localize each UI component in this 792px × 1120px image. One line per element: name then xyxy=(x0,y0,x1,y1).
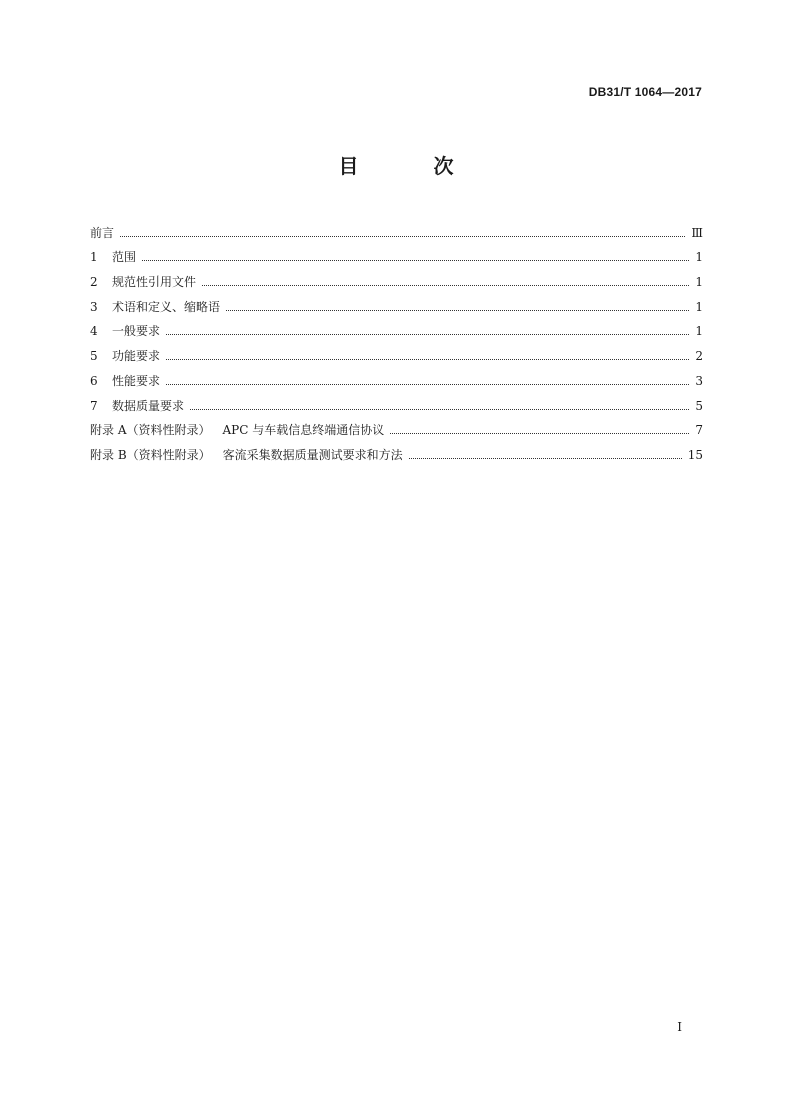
toc-entry-label: 一般要求 xyxy=(112,324,161,339)
toc-entry-functional-requirements[interactable] xyxy=(90,339,703,364)
toc-entry-page: 2 xyxy=(695,349,703,364)
toc-entry-number: 5 xyxy=(90,349,98,364)
toc-entry-number: 6 xyxy=(90,373,98,388)
toc-entry-label-group xyxy=(90,447,403,463)
toc-entry-label-group xyxy=(90,299,220,315)
dot-leader xyxy=(390,432,689,434)
dot-leader xyxy=(202,284,689,286)
toc-entry-normative-references[interactable] xyxy=(90,265,703,290)
toc-entry-label-group xyxy=(90,225,114,241)
toc-entry-page: 1 xyxy=(695,275,703,290)
toc-entry-page: 15 xyxy=(687,447,703,462)
toc-entry-label-group xyxy=(90,398,184,414)
dot-leader xyxy=(166,383,689,385)
toc-entry-number: 4 xyxy=(90,324,98,339)
toc-entry-label: APC 与车载信息终端通信协议 xyxy=(222,423,385,438)
dot-leader xyxy=(166,333,689,335)
toc-entry-page: 1 xyxy=(695,324,703,339)
toc-entry-label: 范围 xyxy=(112,250,137,265)
toc-entry-page: Ⅲ xyxy=(691,225,703,240)
toc-entry-page: 7 xyxy=(695,423,703,438)
toc-entry-label: 数据质量要求 xyxy=(112,398,185,413)
toc-entry-label: 规范性引用文件 xyxy=(112,275,197,290)
toc-entry-number: 7 xyxy=(90,398,98,413)
dot-leader xyxy=(142,259,689,261)
dot-leader xyxy=(190,408,689,410)
toc-entry-label: 客流采集数据质量测试要求和方法 xyxy=(222,447,403,462)
toc-entry-data-quality-requirements[interactable] xyxy=(90,389,703,414)
dot-leader xyxy=(226,309,689,311)
toc-entry-number: 附录 A（资料性附录） xyxy=(90,423,211,438)
toc-title: 目 次 xyxy=(338,154,488,178)
toc-entry-label-group xyxy=(90,373,160,389)
toc-entry-page: 5 xyxy=(695,398,703,413)
table-of-contents xyxy=(90,216,703,463)
toc-entry-label-group xyxy=(90,323,160,339)
toc-entry-annex-a[interactable] xyxy=(90,414,703,439)
toc-entry-label-group xyxy=(90,249,136,265)
toc-entry-scope[interactable] xyxy=(90,241,703,266)
toc-entry-label-group xyxy=(90,348,160,364)
dot-leader xyxy=(120,235,685,237)
dot-leader xyxy=(409,457,682,459)
toc-entry-number: 1 xyxy=(90,250,98,265)
standard-code: DB31/T 1064—2017 xyxy=(588,85,702,99)
toc-entry-label-group xyxy=(90,274,196,290)
toc-entry-label: 前言 xyxy=(90,225,115,240)
toc-entry-annex-b[interactable] xyxy=(90,438,703,463)
toc-entry-general-requirements[interactable] xyxy=(90,315,703,340)
toc-entry-terms[interactable] xyxy=(90,290,703,315)
dot-leader xyxy=(166,358,689,360)
toc-entry-number: 附录 B（资料性附录） xyxy=(90,447,211,462)
toc-entry-foreword[interactable] xyxy=(90,216,703,241)
toc-entry-label: 功能要求 xyxy=(112,349,161,364)
toc-entry-number: 2 xyxy=(90,275,98,290)
toc-entry-label: 性能要求 xyxy=(112,373,161,388)
page-number: I xyxy=(677,1020,682,1034)
toc-entry-label-group xyxy=(90,422,384,438)
toc-entry-page: 1 xyxy=(695,299,703,314)
toc-entry-performance-requirements[interactable] xyxy=(90,364,703,389)
toc-entry-number: 3 xyxy=(90,299,98,314)
toc-entry-page: 1 xyxy=(695,250,703,265)
toc-entry-page: 3 xyxy=(695,373,703,388)
toc-entry-label: 术语和定义、缩略语 xyxy=(112,299,221,314)
